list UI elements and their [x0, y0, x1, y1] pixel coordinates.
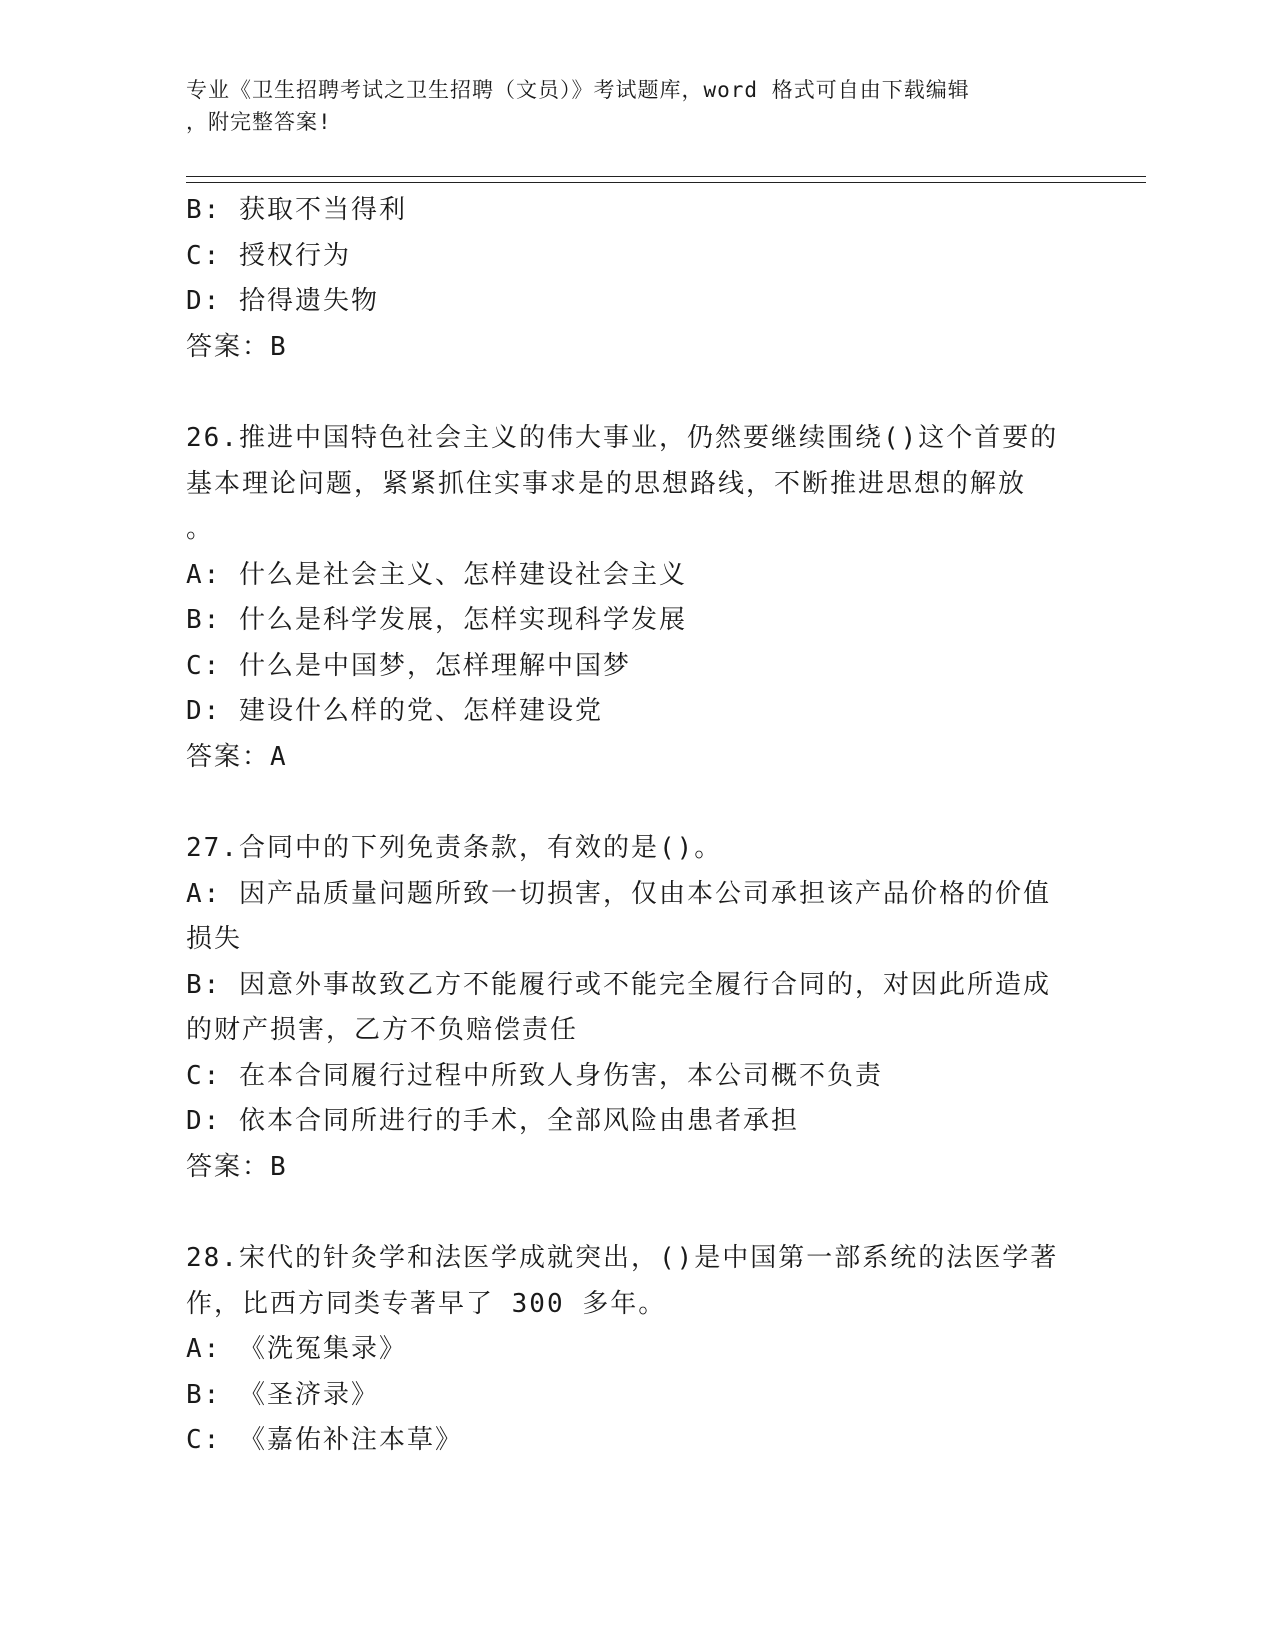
option-a: A: 什么是社会主义、怎样建设社会主义 [186, 559, 687, 590]
question-28 [186, 1236, 1066, 1464]
question-list [186, 188, 1066, 1464]
option-a: A: 因产品质量问题所致一切损害，仅由本公司承担该产品价格的价值 [186, 878, 1051, 909]
option-b: B: 什么是科学发展，怎样实现科学发展 [186, 605, 687, 635]
option-b: B: 《圣济录》 [186, 1379, 379, 1410]
option-c: C: 《嘉佑补注本草》 [186, 1425, 463, 1455]
question-text: 。 [186, 514, 215, 544]
header-rule-top [186, 176, 1146, 177]
question-text: 基本理论问题，紧紧抓住实事求是的思想路线，不断推进思想的解放 [186, 468, 1027, 499]
option-b: B: 因意外事故致乙方不能履行或不能完全履行合同的，对因此所造成 [186, 969, 1051, 1000]
option-d: D: 依本合同所进行的手术，全部风险由患者承担 [186, 1106, 799, 1136]
option-d: D: 拾得遗失物 [186, 286, 379, 316]
answer: 答案：B [186, 1151, 288, 1182]
header-line-2: ，附完整答案! [186, 110, 332, 134]
answer: 答案：B [186, 331, 288, 362]
answer: 答案：A [186, 741, 288, 772]
option-c: C: 授权行为 [186, 240, 351, 271]
question-text: 28.宋代的针灸学和法医学成就突出，()是中国第一部系统的法医学著 [186, 1243, 1059, 1273]
page-header [186, 74, 1066, 138]
header-line-1: 专业《卫生招聘考试之卫生招聘（文员）》考试题库，word 格式可自由下载编辑 [186, 78, 970, 102]
question-text: 27.合同中的下列免责条款，有效的是()。 [186, 833, 723, 863]
prev-question [186, 188, 1066, 370]
option-a: A: 《洗冤集录》 [186, 1334, 407, 1364]
question-26 [186, 416, 1066, 780]
option-c: C: 什么是中国梦，怎样理解中国梦 [186, 650, 631, 681]
question-text: 作，比西方同类专著早了 300 多年。 [186, 1288, 667, 1319]
option-c: C: 在本合同履行过程中所致人身伤害，本公司概不负责 [186, 1060, 883, 1091]
option-b: B: 获取不当得利 [186, 195, 407, 225]
question-text: 26.推进中国特色社会主义的伟大事业，仍然要继续围绕()这个首要的 [186, 423, 1059, 453]
option-b-cont: 的财产损害，乙方不负赔偿责任 [186, 1015, 579, 1045]
header-rule-bottom [186, 182, 1146, 183]
option-d: D: 建设什么样的党、怎样建设党 [186, 696, 603, 726]
option-a-cont: 损失 [186, 924, 243, 954]
question-27 [186, 826, 1066, 1190]
